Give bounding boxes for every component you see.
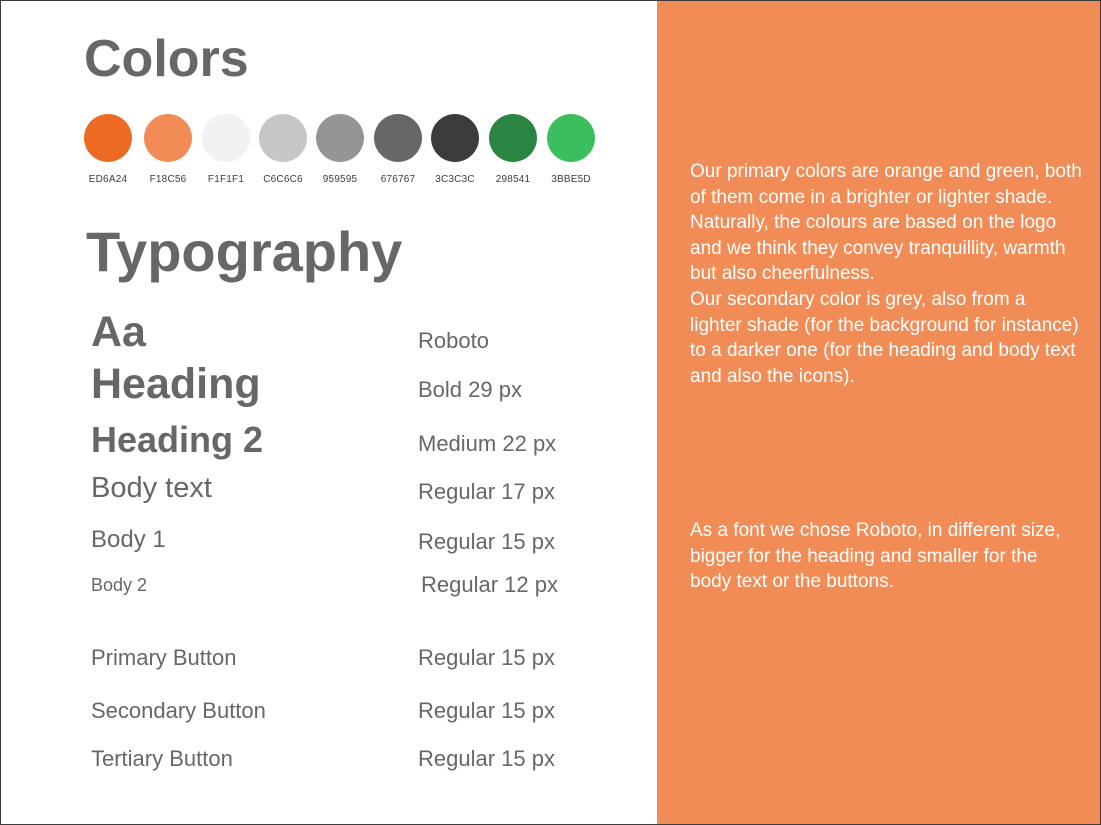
color-swatch xyxy=(547,114,595,185)
color-swatch-circle xyxy=(202,114,250,162)
colors-description: Our primary colors are orange and green, both of them come in a brighter or lighter shade. Naturally, the colours are based on the logo and we think they convey tranquillity, warmth but also cheerfulness. Our secondary color is grey, also from a lighter shade (for the background for instance) to a darker one (for the heading and body text and also the icons). xyxy=(690,161,1082,387)
type-spec-desc: Roboto xyxy=(418,328,489,353)
color-swatch-circle xyxy=(259,114,307,162)
type-sample-heading-2: Heading 2 xyxy=(91,419,264,460)
type-sample-body-2: Body 2 xyxy=(91,575,148,595)
color-swatch xyxy=(374,114,422,185)
type-sample-primary-button: Primary Button xyxy=(91,645,237,670)
type-sample-secondary-button: Secondary Button xyxy=(91,698,266,723)
colors-heading: Colors xyxy=(84,30,249,88)
type-spec-desc: Regular 15 px xyxy=(418,698,555,723)
color-swatch-circle xyxy=(316,114,364,162)
type-spec-desc: Regular 15 px xyxy=(418,645,555,670)
type-spec-desc: Regular 12 px xyxy=(421,572,558,597)
color-swatch xyxy=(316,114,364,185)
color-swatch-code: F18C56 xyxy=(149,174,187,185)
type-sample-body-1: Body 1 xyxy=(91,526,166,553)
color-swatch-circle xyxy=(144,114,192,162)
color-swatch-code: C6C6C6 xyxy=(263,174,303,185)
type-sample-aa: Aa xyxy=(91,308,146,356)
type-sample-body-text: Body text xyxy=(91,472,212,504)
color-swatch-row xyxy=(84,114,624,194)
type-spec-desc: Regular 15 px xyxy=(418,746,555,771)
type-spec-desc: Medium 22 px xyxy=(418,431,557,456)
color-swatch xyxy=(84,114,132,185)
color-swatch xyxy=(144,114,192,185)
color-swatch xyxy=(259,114,307,185)
type-sample-heading: Heading xyxy=(91,360,261,408)
color-swatch xyxy=(202,114,250,185)
color-swatch-code: 959595 xyxy=(322,174,358,185)
color-swatch-code: 3C3C3C xyxy=(435,174,475,185)
color-swatch-code: ED6A24 xyxy=(88,174,128,185)
type-spec-desc: Regular 15 px xyxy=(418,529,555,554)
color-swatch-code: F1F1F1 xyxy=(207,174,245,185)
color-swatch-circle xyxy=(374,114,422,162)
description-panel xyxy=(657,0,1101,825)
color-swatch-circle xyxy=(431,114,479,162)
typography-heading: Typography xyxy=(86,220,403,283)
color-swatch-circle xyxy=(84,114,132,162)
color-swatch-circle xyxy=(489,114,537,162)
color-swatch-code: 676767 xyxy=(380,174,416,185)
type-spec-desc: Bold 29 px xyxy=(418,377,522,402)
font-description: As a font we chose Roboto, in different size, bigger for the heading and smaller for the body text or the buttons. xyxy=(690,520,1061,593)
color-swatch-circle xyxy=(547,114,595,162)
color-swatch-code: 3BBE5D xyxy=(551,174,591,185)
type-spec-desc: Regular 17 px xyxy=(418,479,555,504)
type-sample-tertiary-button: Tertiary Button xyxy=(91,746,233,771)
color-swatch-code: 298541 xyxy=(495,174,531,185)
color-swatch xyxy=(489,114,537,185)
color-swatch xyxy=(431,114,479,185)
